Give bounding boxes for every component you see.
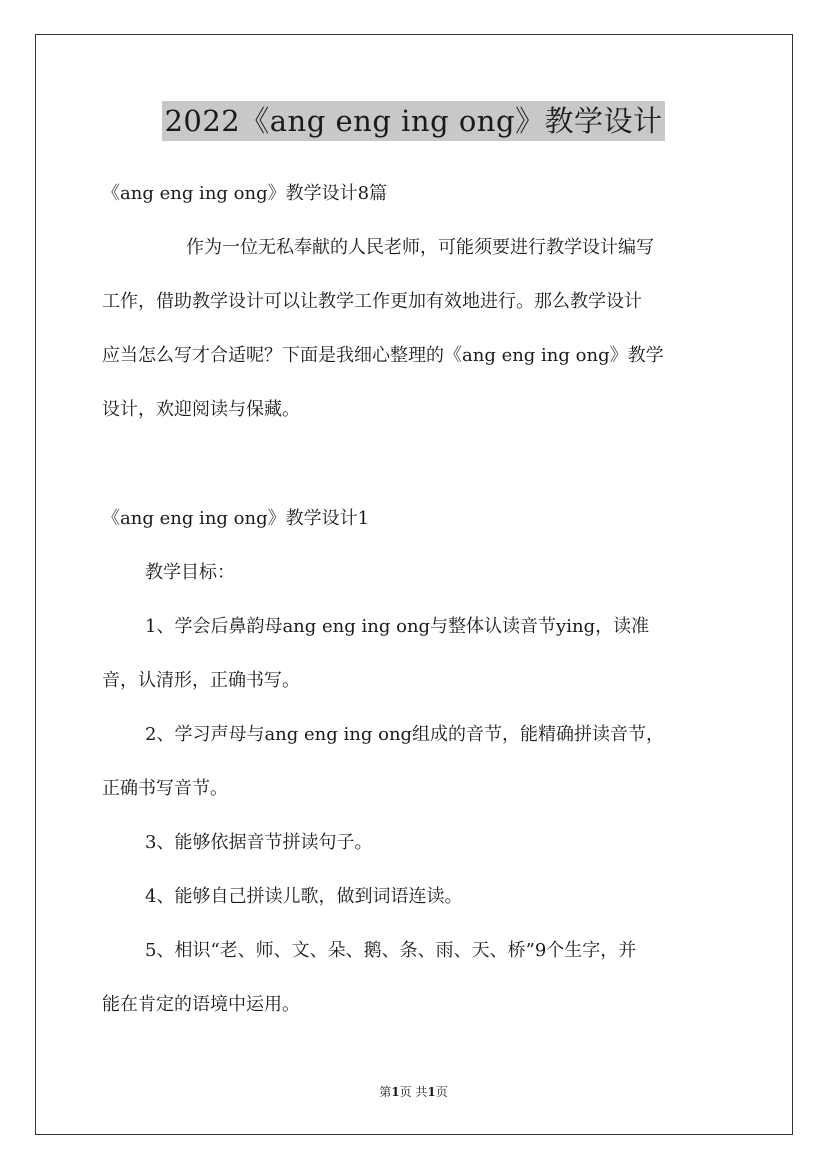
goal-line-4: 正确书写音节。 [102,778,228,799]
intro-line-1: 作为一位无私奉献的人民老师，可能须要进行教学设计编写 [186,237,654,258]
goal-line-7: 5、相识“老、师、文、朵、鹅、条、雨、天、桥”9个生字，并 [145,940,637,961]
footer-page-total: 1 [427,1085,436,1099]
footer-page-number: 1 [391,1085,400,1099]
goal-line-5: 3、能够依据音节拼读句子。 [145,832,373,853]
intro-line-3: 应当怎么写才合适呢？下面是我细心整理的《ang eng ing ong》教学 [102,345,664,366]
footer-suffix: 页 [435,1085,448,1099]
page-footer [0,1084,827,1100]
document-title: 2022《ang eng ing ong》教学设计 [162,101,664,141]
title-container [0,101,827,141]
footer-prefix: 第 [379,1085,392,1099]
goals-label: 教学目标： [145,562,235,583]
goal-line-6: 4、能够自己拼读儿歌，做到词语连读。 [145,886,463,907]
document-subtitle: 《ang eng ing ong》教学设计8篇 [102,183,388,204]
section-heading: 《ang eng ing ong》教学设计1 [102,508,370,529]
intro-line-4: 设计，欢迎阅读与保藏。 [102,399,300,420]
goal-line-1: 1、学会后鼻韵母ang eng ing ong与整体认读音节ying，读准 [145,616,650,637]
intro-line-2: 工作，借助教学设计可以让教学工作更加有效地进行。那么教学设计 [102,291,642,312]
goal-line-3: 2、学习声母与ang eng ing ong组成的音节，能精确拼读音节， [145,724,665,745]
goal-line-8: 能在肯定的语境中运用。 [102,994,300,1015]
goal-line-2: 音，认清形，正确书写。 [102,670,300,691]
footer-mid: 页 共 [399,1085,428,1099]
